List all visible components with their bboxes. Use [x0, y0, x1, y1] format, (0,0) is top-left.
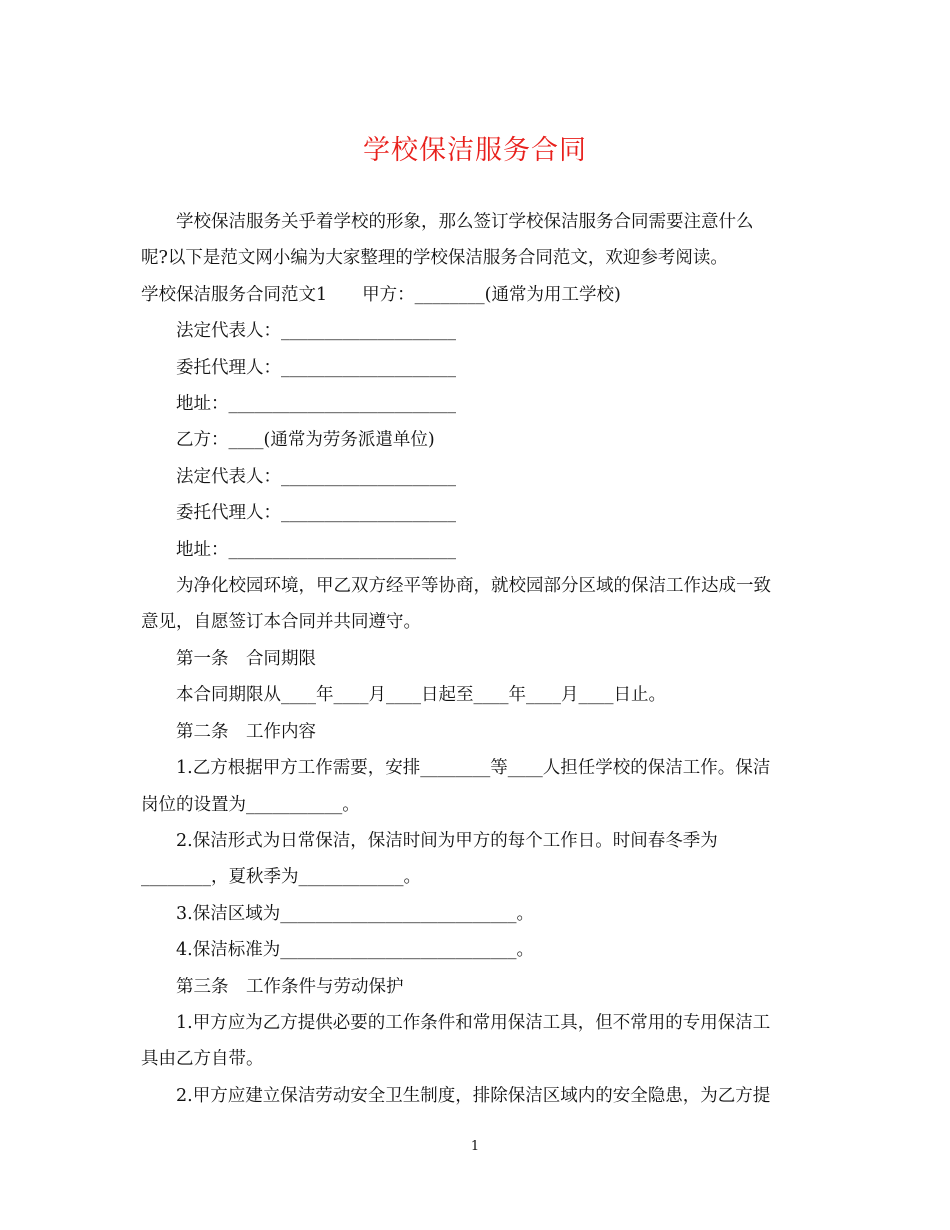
paragraph-line: 地址：__________________________: [176, 539, 456, 560]
paragraph-line: ________，夏秋季为____________。: [141, 867, 421, 888]
paragraph-line: 法定代表人：____________________: [176, 466, 456, 487]
paragraph-line: 2.保洁形式为日常保洁，保洁时间为甲方的每个工作日。时间春冬季为: [176, 830, 718, 851]
paragraph-line: 1.甲方应为乙方提供必要的工作条件和常用保洁工具，但不常用的专用保洁工: [176, 1012, 771, 1033]
paragraph-line: 为净化校园环境，甲乙双方经平等协商，就校园部分区域的保洁工作达成一致: [176, 576, 771, 597]
paragraph-line: 岗位的设置为___________。: [141, 794, 360, 815]
paragraph-line: 委托代理人：____________________: [176, 357, 456, 378]
paragraph-line: 2.甲方应建立保洁劳动安全卫生制度，排除保洁区域内的安全隐患，为乙方提: [176, 1085, 771, 1106]
contract-body: [141, 204, 813, 1114]
paragraph-line: 法定代表人：____________________: [176, 321, 456, 342]
paragraph-line: 学校保洁服务合同范文1 甲方：________(通常为用工学校): [141, 284, 621, 305]
paragraph-line: 第二条 工作内容: [176, 721, 316, 742]
paragraph-line: 3.保洁区域为___________________________。: [176, 903, 534, 924]
paragraph-line: 学校保洁服务关乎着学校的形象，那么签订学校保洁服务合同需要注意什么: [176, 212, 754, 232]
paragraph-line: 委托代理人：____________________: [176, 503, 456, 524]
paragraph-line: 具由乙方自带。: [141, 1049, 264, 1070]
document-title: 学校保洁服务合同: [363, 135, 587, 166]
paragraph-line: 地址：__________________________: [176, 394, 456, 415]
paragraph-line: 第三条 工作条件与劳动保护: [176, 976, 404, 997]
paragraph-line: 意见，自愿签订本合同并共同遵守。: [141, 612, 421, 633]
paragraph-line: 乙方：____(通常为劳务派遣单位): [176, 430, 435, 451]
paragraph-line: 4.保洁标准为___________________________。: [176, 940, 534, 961]
paragraph-line: 1.乙方根据甲方工作需要，安排________等____人担任学校的保洁工作。保洁: [176, 758, 771, 779]
paragraph-line: 呢?以下是范文网小编为大家整理的学校保洁服务合同范文，欢迎参考阅读。: [141, 248, 728, 269]
page-number: 1: [470, 1139, 480, 1154]
paragraph-line: 本合同期限从____年____月____日起至____年____月____日止。: [176, 685, 666, 706]
paragraph-line: 第一条 合同期限: [176, 648, 316, 669]
